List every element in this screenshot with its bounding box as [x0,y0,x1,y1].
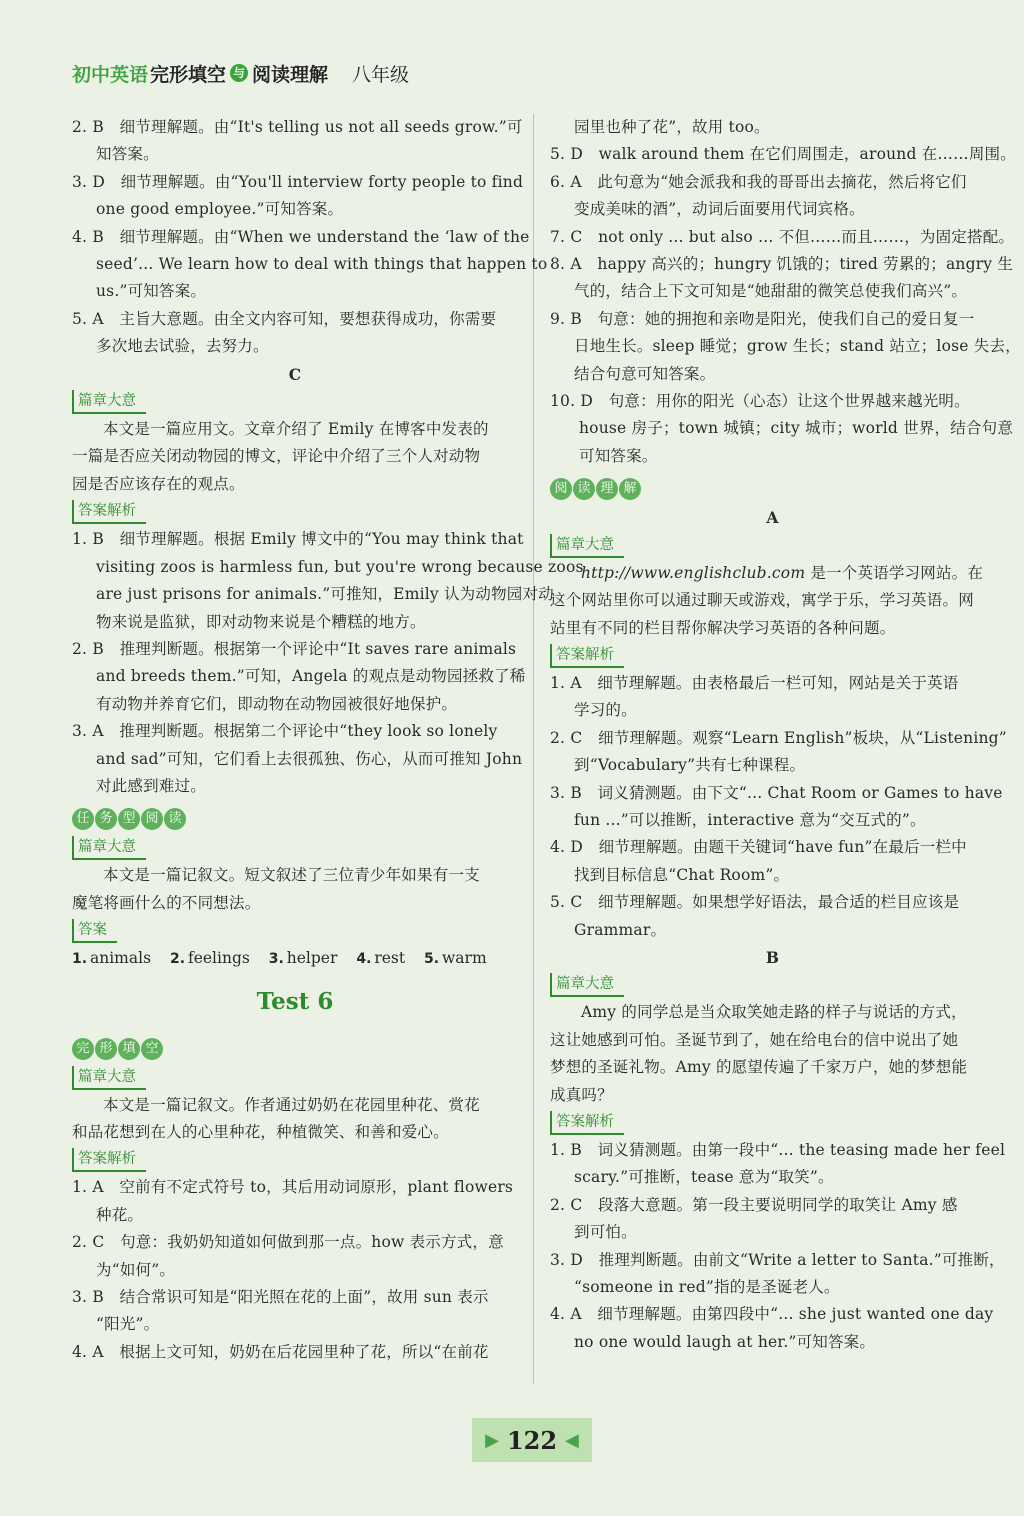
series-title: 初中英语 [72,63,149,86]
text-line: 4. A 根据上文可知，奶奶在后花园里种了花，所以“在前花 [72,1342,489,1361]
text-line: 有动物并养育它们，即动物在动物园被很好地保护。 [96,694,458,713]
tag-summary: 篇章大意 [72,1066,146,1090]
tag-summary: 篇章大意 [550,534,624,558]
text-line: 3. D 推理判断题。由前文“Write a letter to Santa.”可推断， [550,1250,1005,1269]
test-title: Test 6 [256,987,334,1015]
tag-summary: 篇章大意 [550,973,624,997]
text-line: 物来说是监狱，即对动物来说是个糟糕的地方。 [96,612,426,631]
text-line: 3. B 结合常识可知是“阳光照在花的上面”，故用 sun 表示 [72,1288,489,1306]
text-line: 2. B 细节理解题。由“It's telling us not all seeds grow.”可 [72,118,523,136]
tag-summary: 篇章大意 [72,836,146,860]
text-line: 6. A 此句意为“她会派我和我的哥哥出去摘花，然后将它们 [550,172,967,191]
text-line: 多次地去试验，去努力。 [96,337,269,356]
text-line: 本文是一篇应用文。文章介绍了 Emily 在博客中发表的 [103,420,489,439]
text-line: 这让她感到可怕。圣诞节到了，她在给电台的信中说出了她 [550,1030,959,1049]
text-line: Amy 的同学总是当众取笑她走路的样子与说话的方式， [581,1003,967,1022]
page-number-bar [472,1418,592,1462]
text-line: 2. C 段落大意题。第一段主要说明同学的取笑让 Amy 感 [550,1195,958,1214]
tag-analysis: 答案解析 [550,644,624,668]
text-line: 和品花想到在人的心里种花，种植微笑、和善和爱心。 [72,1122,449,1141]
passage-heading: C [288,364,302,384]
text-line: 10. D 句意：用你的阳光（心态）让这个世界越来越光明。 [550,392,970,411]
passage-heading: B [765,947,780,967]
text-line: 1. B 词义猜测题。由第一段中“... the teasing made her feel [550,1141,1006,1159]
text-line: 3. A 推理判断题。根据第二个评论中“they look so lonely [72,722,498,741]
text-line: 一篇是否应关闭动物园的博文，评论中介绍了三个人对动物 [72,447,481,466]
passage-heading: A [766,508,779,528]
answer-item: 1. animals [72,949,152,968]
section-reading-comprehension: 阅 读 理 解 [550,478,641,500]
part1-title: 完形填空 [150,63,227,86]
text-line: 魔笔将画什么的不同想法。 [72,893,261,912]
section-cloze: 完 形 填 空 [72,1038,163,1060]
part2-title: 阅读理解 [252,63,329,86]
right-column [550,114,1021,1356]
text-line: 学习的。 [574,701,637,720]
answer-item: 3. helper [268,949,338,968]
tag-answer: 答案 [72,919,117,943]
website-url: http://www.englishclub.com [581,563,806,582]
text-line: 本文是一篇记叙文。作者通过奶奶在花园里种花、赏花 [103,1095,480,1114]
text-line: 可知答案。 [579,446,658,465]
text-line: 变成美味的酒”，动词后面要用代词宾格。 [574,200,865,219]
text-line: 3. B 词义猜测题。由下文“... Chat Room or Games to have [550,783,1003,802]
text-line: http://www.englishclub.com 是一个英语学习网站。在 [581,563,984,582]
text-line: no one would laugh at her.”可知答案。 [574,1332,876,1351]
text-line: 4. A 细节理解题。由第四段中“... she just wanted one day [550,1305,994,1324]
tag-analysis: 答案解析 [72,1148,146,1172]
answer-item: 2. feelings [169,949,250,968]
text-line: 气的，结合上下文可知是“她甜甜的微笑总使我们高兴”。 [574,282,968,301]
text-line: 为“如何”。 [96,1260,176,1279]
text-line: house 房子；town 城镇；city 城市；world 世界，结合句意 [579,419,1014,438]
text-line: and sad”可知，它们看上去很孤独、伤心，从而可推知 John [96,749,523,768]
text-line: “someone in red”指的是圣诞老人。 [574,1278,840,1297]
text-line: 到“Vocabulary”共有七种课程。 [574,756,806,775]
answer-list [72,945,518,973]
text-line: seed’... We learn how to deal with things that happen to [96,255,548,274]
text-line: 7. C not only ... but also ... 不但……而且……，为固定搭配。 [550,227,1015,246]
triangle-left-icon: ◀ [565,1429,579,1451]
text-line: 这个网站里你可以通过聊天或游戏，寓学于乐，学习英语。网 [550,591,974,610]
text-line: Grammar。 [574,920,667,939]
tag-summary: 篇章大意 [72,390,146,414]
text-line: 梦想的圣诞礼物。Amy 的愿望传遍了千家万户，她的梦想能 [550,1058,968,1077]
text-line: 成真吗？ [550,1085,613,1104]
text-line: 1. A 空前有不定式符号 to，其后用动词原形，plant flowers [72,1178,514,1197]
text-line: 种花。 [96,1205,144,1224]
text-line: 1. A 细节理解题。由表格最后一栏可知，网站是关于英语 [550,673,959,692]
text-line: 5. A 主旨大意题。由全文内容可知，要想获得成功，你需要 [72,309,497,328]
answer-item: 5. warm [424,949,487,968]
grade-label: 八年级 [352,63,410,86]
yu-badge: 与 [230,64,248,82]
text-line: us.”可知答案。 [96,282,207,301]
text-line: 园里也种了花”，故用 too。 [574,118,770,136]
text-line: 2. C 细节理解题。观察“Learn English”板块，从“Listening” [550,728,1007,747]
text-line: 结合句意可知答案。 [574,364,716,383]
text-line: 知答案。 [96,145,159,164]
page-number: 122 [506,1425,558,1455]
text-line: 日地生长。sleep 睡觉；grow 生长；stand 站立；lose 失去， [574,337,1021,356]
tag-analysis: 答案解析 [72,500,146,524]
text-line: scary.”可推断，tease 意为“取笑”。 [574,1168,834,1187]
text-line: 5. D walk around them 在它们周围走，around 在……周围。 [550,145,1016,164]
text-line: 园是否应该存在的观点。 [72,474,245,493]
text-line: “阳光”。 [96,1315,160,1334]
text-line: 站里有不同的栏目帮你解决学习英语的各种问题。 [550,618,896,637]
text-line: 4. B 细节理解题。由“When we understand the ‘law of the [72,227,530,246]
text-line: 5. C 细节理解题。如果想学好语法，最合适的栏目应该是 [550,893,960,912]
text-line: 2. C 句意：我奶奶知道如何做到那一点。how 表示方式，意 [72,1233,504,1252]
triangle-right-icon: ▶ [485,1429,499,1451]
text-line: 8. A happy 高兴的；hungry 饥饿的；tired 劳累的；angry 生 [550,255,1014,274]
answer-item: 4. rest [356,949,406,968]
text-line: 2. B 推理判断题。根据第一个评论中“It saves rare animals [72,639,517,658]
column-divider [533,114,534,1384]
text-line: are just prisons for animals.”可推知，Emily 认为动物园对动 [96,585,554,604]
text-line: 1. B 细节理解题。根据 Emily 博文中的“You may think that [72,530,524,549]
section-task-reading: 任 务 型 阅 读 [72,808,186,830]
text-line: 找到目标信息“Chat Room”。 [574,865,790,884]
book-header [72,58,409,88]
text-line: 到可怕。 [574,1223,637,1242]
tag-analysis: 答案解析 [550,1111,624,1135]
text-line: 本文是一篇记叙文。短文叙述了三位青少年如果有一支 [103,866,480,885]
text-line: 3. D 细节理解题。由“You'll interview forty people to find [72,172,524,191]
text-line: and breeds them.”可知，Angela 的观点是动物园拯救了稀 [96,667,526,686]
text-line: visiting zoos is harmless fun, but you're wrong because zoos [96,557,584,576]
text-line: fun ...”可以推断，interactive 意为“交互式的”。 [574,810,926,829]
text-line: 9. B 句意：她的拥抱和亲吻是阳光，使我们自己的爱日复一 [550,309,975,328]
text-line: one good employee.”可知答案。 [96,200,344,219]
text-line: 对此感到难过。 [96,776,206,795]
text-line: 4. D 细节理解题。由题干关键词“have fun”在最后一栏中 [550,838,967,857]
